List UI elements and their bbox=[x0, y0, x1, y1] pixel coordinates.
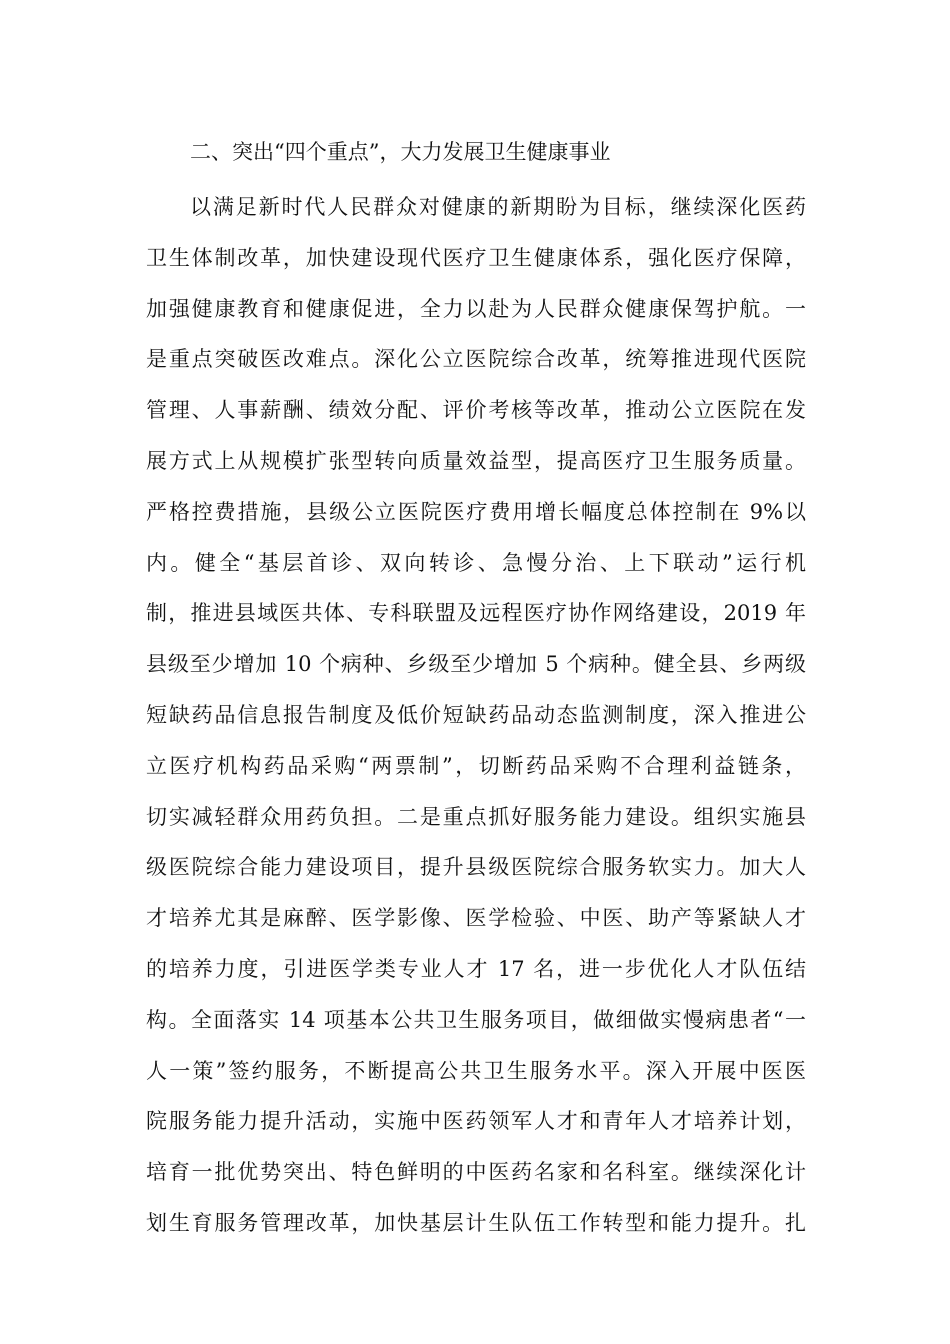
paragraph-line: 级医院综合能力建设项目，提升县级医院综合服务软实力。加大人 bbox=[146, 855, 806, 880]
paragraph-line: 院服务能力提升活动，实施中医药领军人才和青年人才培养计划， bbox=[146, 1109, 806, 1134]
paragraph-line: 培育一批优势突出、特色鲜明的中医药名家和名科室。继续深化计 bbox=[146, 1160, 806, 1185]
paragraph-line: 才培养尤其是麻醉、医学影像、医学检验、中医、助产等紧缺人才 bbox=[146, 906, 806, 931]
paragraph-line: 以满足新时代人民群众对健康的新期盼为目标，继续深化医药 bbox=[190, 195, 806, 219]
paragraph-line: 制，推进县域医共体、专科联盟及远程医疗协作网络建设，2019 年 bbox=[146, 601, 806, 626]
paragraph-line: 加强健康教育和健康促进，全力以赴为人民群众健康保驾护航。一 bbox=[146, 296, 806, 321]
paragraph-line: 内。健全“基层首诊、双向转诊、急慢分治、上下联动”运行机 bbox=[146, 550, 806, 575]
paragraph-line: 的培养力度，引进医学类专业人才 17 名，进一步优化人才队伍结 bbox=[146, 956, 806, 981]
body-paragraph bbox=[146, 182, 806, 1249]
section-heading: 二、突出“四个重点”，大力发展卫生健康事业 bbox=[190, 140, 611, 164]
paragraph-line: 严格控费措施，县级公立医院医疗费用增长幅度总体控制在 9%以 bbox=[146, 499, 806, 524]
paragraph-line: 切实减轻群众用药负担。二是重点抓好服务能力建设。组织实施县 bbox=[146, 804, 806, 829]
paragraph-line: 卫生体制改革，加快建设现代医疗卫生健康体系，强化医疗保障， bbox=[146, 245, 806, 270]
paragraph-line: 展方式上从规模扩张型转向质量效益型，提高医疗卫生服务质量。 bbox=[146, 448, 806, 473]
paragraph-line: 管理、人事薪酬、绩效分配、评价考核等改革，推动公立医院在发 bbox=[146, 398, 806, 423]
paragraph-line: 划生育服务管理改革，加快基层计生队伍工作转型和能力提升。扎 bbox=[146, 1210, 806, 1235]
paragraph-line: 立医疗机构药品采购“两票制”，切断药品采购不合理利益链条， bbox=[146, 753, 806, 778]
paragraph-line: 短缺药品信息报告制度及低价短缺药品动态监测制度，深入推进公 bbox=[146, 702, 806, 727]
paragraph-line: 人一策”签约服务，不断提高公共卫生服务水平。深入开展中医医 bbox=[146, 1058, 806, 1083]
paragraph-line: 构。全面落实 14 项基本公共卫生服务项目，做细做实慢病患者“一 bbox=[146, 1007, 806, 1032]
paragraph-line: 是重点突破医改难点。深化公立医院综合改革，统筹推进现代医院 bbox=[146, 347, 806, 372]
paragraph-line: 县级至少增加 10 个病种、乡级至少增加 5 个病种。健全县、乡两级 bbox=[146, 652, 806, 677]
